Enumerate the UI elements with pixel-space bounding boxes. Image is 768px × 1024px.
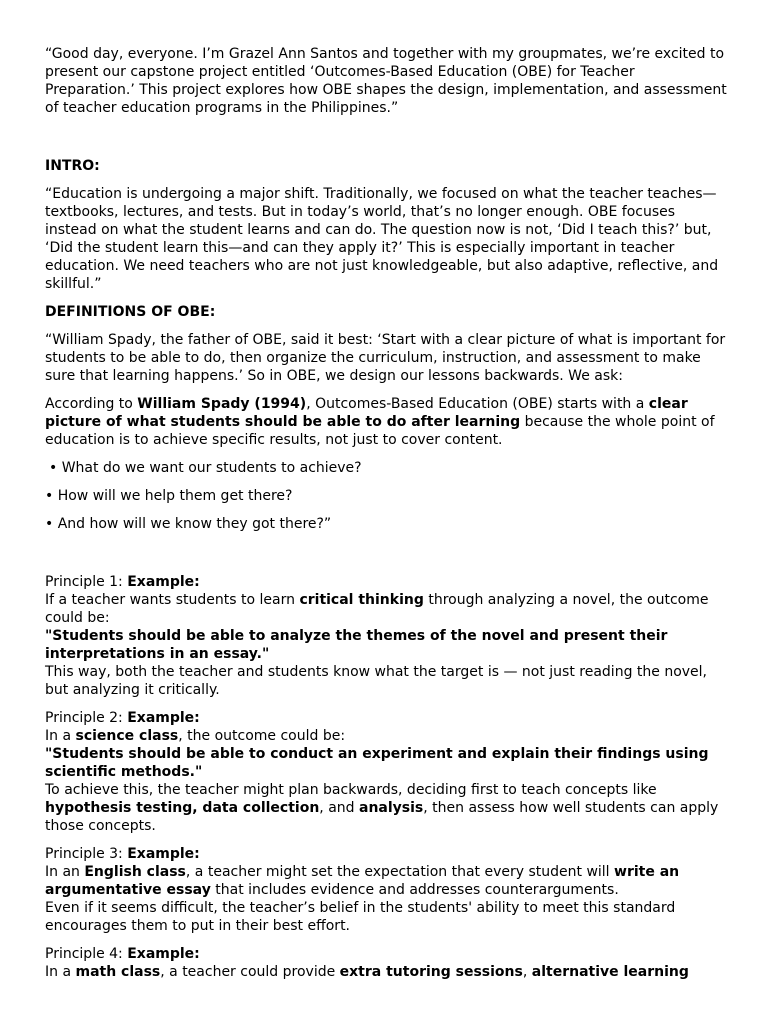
- bullet-item: • How will we help them get there?: [45, 488, 293, 504]
- according-paragraph: [45, 395, 728, 449]
- bold-run: science class: [75, 728, 179, 744]
- text-run: , a teacher could provide: [160, 964, 340, 980]
- according-bold-2: clear picture of what students should be able to do after learning: [45, 396, 688, 430]
- bold-run: extra tutoring sessions: [339, 964, 523, 980]
- text-run: that includes evidence and addresses counterarguments.: [210, 882, 619, 898]
- bold-quote: "Students should be able to analyze the themes of the novel and present their interpretations in an essay.": [45, 628, 668, 662]
- bullet-item: • What do we want our students to achieve?: [49, 460, 362, 476]
- according-text-3: because the whole point of education is to achieve specific results, not just to cover content.: [45, 414, 715, 448]
- principle-4-section: [45, 945, 728, 981]
- principle-label: Principle 2:: [45, 710, 128, 726]
- principle-label: Principle 4:: [45, 946, 128, 962]
- text-run: through analyzing a novel, the outcome could be:: [45, 592, 709, 626]
- text-run: , and: [319, 800, 359, 816]
- text-run: In an: [45, 864, 85, 880]
- principle-2-quote: [45, 745, 728, 781]
- principle-3-after: Even if it seems difficult, the teacher’s belief in the students' ability to meet this standard encourages them to put in their best effort.: [45, 900, 676, 934]
- text-run: To achieve this, the teacher might plan backwards, deciding first to teach concepts like: [45, 782, 657, 798]
- bold-run: math class: [75, 964, 161, 980]
- opening-paragraph: “Good day, everyone. I’m Grazel Ann Santos and together with my groupmates, we’re excited to present our capstone project entitled ‘Outcomes-Based Education (OBE) for Teacher Preparation.’ This project explores how OBE shapes the design, implementation, and assessment of teacher education programs in the Philippines.”: [45, 46, 727, 116]
- intro-paragraph: “Education is undergoing a major shift. Traditionally, we focused on what the teacher teaches—textbooks, lectures, and tests. But in today’s world, that’s no longer enough. OBE focuses instead on what the student learns and can do. The question now is not, ‘Did I teach this?’ but, ‘Did the student learn this—and can they apply it?’ This is especially important in teacher education. We need teachers who are not just knowledgeable, but also adaptive, reflective, and skillful.”: [45, 186, 719, 292]
- principle-1-section: [45, 573, 728, 699]
- bold-run: critical thinking: [299, 592, 424, 608]
- according-text-2: , Outcomes-Based Education (OBE) starts with a: [306, 396, 649, 412]
- text-run: , then assess how well students can apply those concepts.: [45, 800, 719, 834]
- example-label: Example:: [127, 710, 200, 726]
- text-run: ,: [522, 964, 532, 980]
- according-bold-1: William Spady (1994): [137, 396, 307, 412]
- bold-run: alternative learning: [531, 964, 689, 980]
- according-text-1: According to: [45, 396, 138, 412]
- bullet-item: • And how will we know they got there?”: [45, 516, 332, 532]
- principle-1-title: [45, 573, 728, 591]
- principle-4-line: [45, 963, 728, 981]
- principle-3-title: [45, 845, 728, 863]
- principle-3-section: [45, 845, 728, 935]
- principle-2-section: [45, 709, 728, 835]
- principle-2-title: [45, 709, 728, 727]
- principle-3-line: [45, 863, 728, 899]
- principle-4-title: [45, 945, 728, 963]
- principle-label: Principle 3:: [45, 846, 128, 862]
- principle-1-after: This way, both the teacher and students know what the target is — not just reading the novel, but analyzing it critically.: [45, 664, 708, 698]
- spady-quote-paragraph: “William Spady, the father of OBE, said it best: ‘Start with a clear picture of what is important for students to be able to do, then organize the curriculum, instruction, and assessment to make sure that learning happens.’ So in OBE, we design our lessons backwards. We ask:: [45, 332, 726, 384]
- example-label: Example:: [127, 946, 200, 962]
- principle-2-after: [45, 781, 728, 835]
- text-run: If a teacher wants students to learn: [45, 592, 300, 608]
- principle-2-line: [45, 727, 728, 745]
- definitions-heading: DEFINITIONS OF OBE:: [45, 304, 216, 320]
- bold-run: hypothesis testing, data collection: [45, 800, 320, 816]
- bold-run: write an argumentative essay: [45, 864, 680, 898]
- bold-quote: "Students should be able to conduct an experiment and explain their findings using scientific methods.": [45, 746, 709, 780]
- principle-label: Principle 1:: [45, 574, 128, 590]
- example-label: Example:: [127, 574, 200, 590]
- text-run: , the outcome could be:: [178, 728, 346, 744]
- text-run: , a teacher might set the expectation that every student will: [185, 864, 615, 880]
- text-run: In a: [45, 964, 76, 980]
- example-label: Example:: [127, 846, 200, 862]
- principle-1-quote: [45, 627, 728, 663]
- principle-1-line: [45, 591, 728, 627]
- bold-run: analysis: [359, 800, 424, 816]
- bold-run: English class: [84, 864, 186, 880]
- text-run: In a: [45, 728, 76, 744]
- intro-heading: INTRO:: [45, 158, 100, 174]
